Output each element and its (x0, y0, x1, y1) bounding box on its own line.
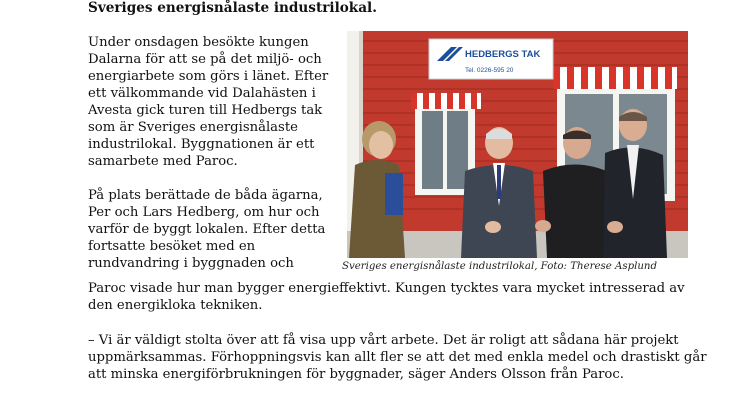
sign-company-name: HEDBERGS TAK (465, 49, 541, 60)
article-paragraph-2: På plats berättade de båda ägarna, Per och Lars Hedberg, om hur och varför de byggt lokalen. Efter detta fortsatte besöket med en rundvandring i byggnaden och (88, 188, 326, 271)
article-paragraph-1: Under onsdagen besökte kungen Dalarna för att se på det miljö- och energiarbete som görs i länet. Efter ett välkommande vid Dalahästen i Avesta gick turen till Hedbergs tak som är Sveriges energisnålaste industrilokal. Byggnationen är ett samarbete med Paroc. (88, 35, 329, 169)
sign-phone: Tel. 0226-595 20 (465, 67, 514, 74)
article-paragraph-2-continued: Paroc visade hur man bygger energieffektivt. Kungen tycktes vara mycket intresserad av den energikloka tekniken. (88, 281, 685, 313)
article-photo (347, 31, 688, 258)
photo-caption: Sveriges energisnålaste industrilokal, Foto: Therese Asplund (342, 261, 658, 272)
article-quote-paragraph: – Vi är väldigt stolta över att få visa upp vårt arbete. Det är roligt att sådana här projekt uppmärksammas. Förhoppningsvis kan allt fler se att det med enkla medel och drastiskt går att minska energiförbrukningen för byggnader, säger Anders Olsson från Paroc. (88, 333, 707, 382)
article-title: Sveriges energisnålaste industrilokal. (88, 0, 377, 16)
